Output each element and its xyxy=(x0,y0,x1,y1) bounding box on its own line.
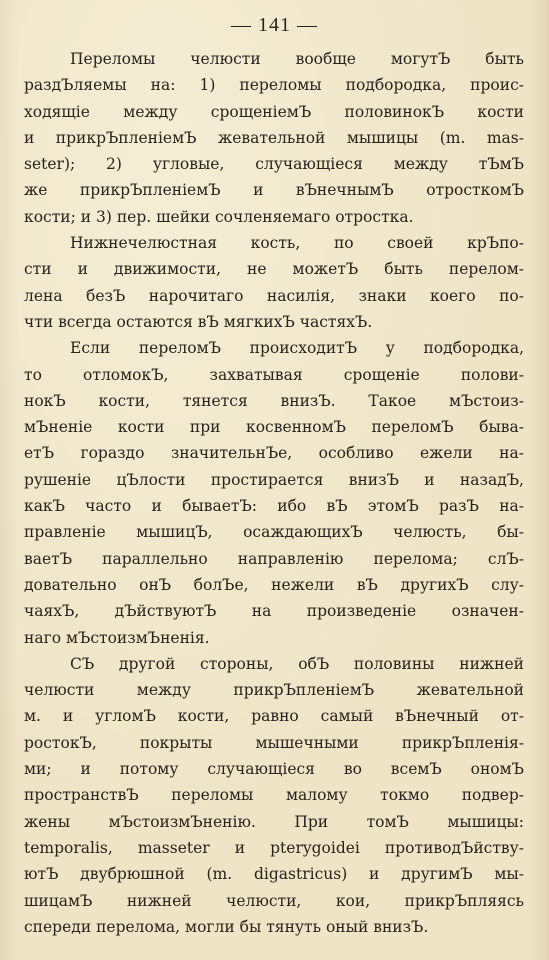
text-line: етЪ гораздо значительнЪе, особливо ежели на- xyxy=(24,444,524,463)
text-line: ваетЪ параллельно направленію перелома; слЪ- xyxy=(24,549,524,568)
text-line: довательно онЪ болЪе, нежели вЪ другихЪ слу- xyxy=(24,575,524,594)
text-line: ходящіе между срощеніемЪ половинокЪ кости xyxy=(24,102,524,121)
text-line: какЪ часто и бываетЪ: ибо вЪ этомЪ разЪ на- xyxy=(24,497,524,516)
text-line: temporalis, masseter и pterygoidei противодЪйству- xyxy=(24,838,524,857)
body-text xyxy=(24,46,524,940)
text-line: кости; и 3) пер. шейки сочленяемаго отростка. xyxy=(24,207,414,226)
text-line: Переломы челюсти вообще могутЪ быть xyxy=(70,50,524,68)
text-line: челюсти между прикрЪпленіемЪ жевательной xyxy=(24,681,524,700)
text-line: ростокЪ, покрыты мышечными прикрЪпленія- xyxy=(24,733,524,752)
text-line: шицамЪ нижней челюсти, кои, прикрЪпляясь xyxy=(24,891,524,910)
text-line: то отломокЪ, захватывая срощеніе полови- xyxy=(24,365,524,384)
text-line: Если переломЪ происходитЪ у подбородка, xyxy=(70,339,524,358)
text-line: наго мЪстоизмЪненія. xyxy=(24,628,210,647)
text-line: пространствЪ переломы малому токмо подвер- xyxy=(24,786,524,805)
text-line: seter); 2) угловые, случающіеся между тЪмЪ xyxy=(24,155,524,174)
text-line: раздЪляемы на: 1) переломы подбородка, проис- xyxy=(24,76,524,95)
page-number: — 141 — xyxy=(231,14,318,36)
text-line: ми; и потому случающіеся во всемЪ ономЪ xyxy=(24,760,524,779)
text-line: чаяхЪ, дЪйствуютЪ на произведеніе означен- xyxy=(24,602,524,621)
text-line: Нижнечелюстная кость, по своей крЪпо- xyxy=(70,234,524,253)
text-line: СЪ другой стороны, обЪ половины нижней xyxy=(70,654,524,673)
text-line: м. и угломЪ кости, равно самый вЪнечный от- xyxy=(24,707,524,726)
text-line: правленіе мышицЪ, осаждающихЪ челюсть, бы- xyxy=(24,523,524,542)
text-line: спереди перелома, могли бы тянуть оный внизЪ. xyxy=(24,917,429,936)
text-line: мЪненіе кости при косвенномЪ переломЪ быва- xyxy=(24,418,524,437)
text-line: жены мЪстоизмЪненію. При томЪ мышицы: xyxy=(24,812,524,831)
text-line: же прикрЪпленіемЪ и вЪнечнымЪ отросткомЪ xyxy=(24,181,524,200)
text-line: нокЪ кости, тянется внизЪ. Такое мЪстоиз- xyxy=(24,391,524,410)
text-line: чти всегда остаются вЪ мягкихЪ частяхЪ. xyxy=(24,312,373,331)
text-line: и прикрЪпленіемЪ жевательной мышицы (m. mas- xyxy=(24,128,524,147)
text-line: лена безЪ нарочитаго насилія, знаки коего по- xyxy=(24,286,524,305)
text-line: ютЪ двубрюшной (m. digastricus) и другимЪ мы- xyxy=(24,865,524,884)
text-line: сти и движимости, не можетЪ быть перелом- xyxy=(24,260,524,279)
text-line: рушеніе цЪлости простирается внизЪ и назадЪ, xyxy=(24,470,524,489)
